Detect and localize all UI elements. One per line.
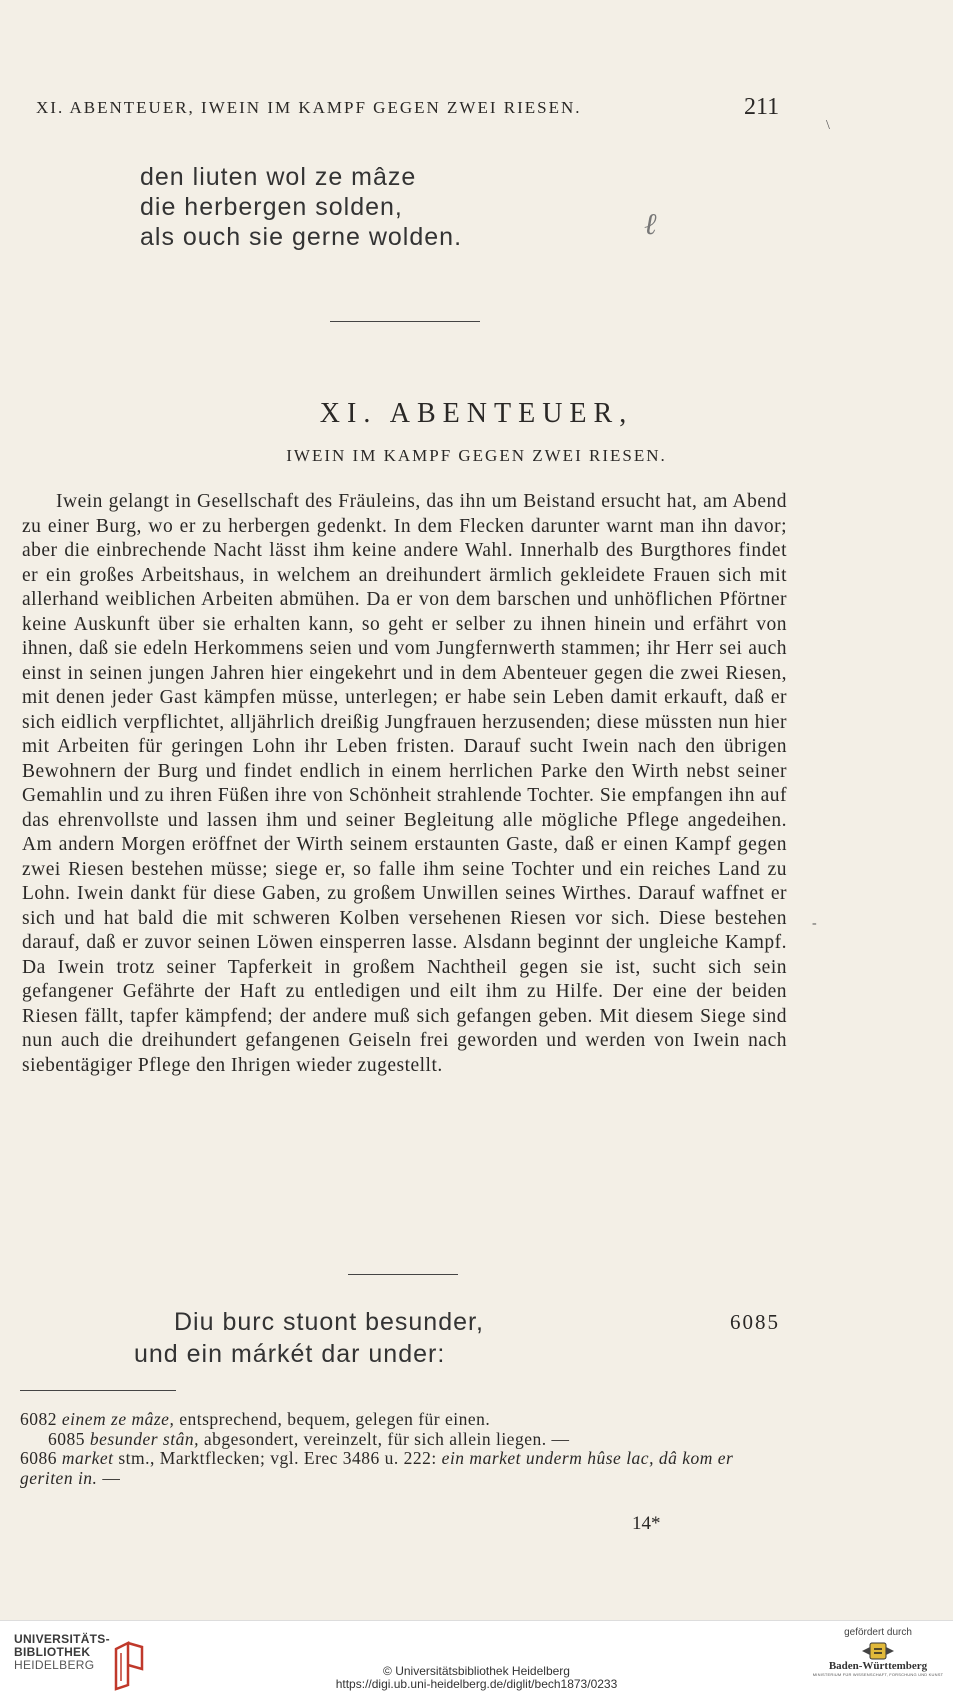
footnote-term: market (61, 1448, 114, 1468)
footnote-text: stm., Marktflecken; vgl. Erec 3486 u. 222: (118, 1448, 437, 1468)
footnote-term: besunder stân, (89, 1428, 199, 1449)
verse-block-top (140, 162, 462, 252)
footnote-number: 6082 (20, 1409, 57, 1429)
page-number: 211 (744, 94, 780, 120)
funder-logo[interactable] (808, 1627, 948, 1677)
verse-line: Diu burc stuont besunder, (174, 1308, 484, 1336)
signature-mark: 14* (632, 1513, 661, 1534)
verse-line: die herbergen solden, (140, 193, 403, 221)
copyright-text: © Universitätsbibliothek Heidelberg (383, 1664, 570, 1678)
verse-block-bottom (134, 1306, 484, 1370)
footnote-tail: — (102, 1467, 121, 1488)
section-divider (348, 1274, 458, 1275)
footnote-number: 6085 (48, 1428, 85, 1449)
margin-dash-mark: - (812, 916, 817, 931)
margin-tick-mark: \ (826, 118, 830, 133)
footnote-quote: ein market underm hûse lac, dâ kom er geriten in. (20, 1448, 734, 1488)
permalink[interactable]: https://digi.ub.uni-heidelberg.de/diglit/bech1873/0233 (335, 1677, 618, 1691)
library-logo-line: BIBLIOTHEK (14, 1645, 91, 1659)
footnote-text: abgesondert, vereinzelt, für sich allein liegen. — (203, 1428, 570, 1449)
section-divider (330, 321, 480, 322)
library-logo-line: HEIDELBERG (14, 1658, 95, 1672)
verse-line: den liuten wol ze mâze (140, 163, 417, 191)
footnote-divider (20, 1390, 176, 1391)
footnote (20, 1430, 790, 1450)
library-logo-line: UNIVERSITÄTS- (14, 1632, 110, 1646)
footnote (20, 1410, 790, 1430)
footnote-number: 6086 (20, 1448, 57, 1468)
handwritten-mark: ℓ (644, 208, 657, 241)
footnote (20, 1449, 790, 1488)
footnote-term: einem ze mâze, (61, 1409, 175, 1429)
state-crest-icon (860, 1641, 896, 1661)
verse-line-number: 6085 (730, 1310, 780, 1334)
verse-line: und ein márkét dar under: (134, 1340, 446, 1368)
verse-line: als ouch sie gerne wolden. (140, 223, 463, 251)
chapter-title: XI. ABENTEUER, (319, 398, 634, 429)
footnote-text: entsprechend, bequem, gelegen für einen. (179, 1409, 491, 1429)
ministry-name: MINISTERIUM FÜR WISSENSCHAFT, FORSCHUNG UND KUNST (812, 1672, 944, 1677)
digitization-footer (0, 1620, 953, 1694)
running-head: XI. ABENTEUER, IWEIN IM KAMPF GEGEN ZWEI RIESEN. (36, 98, 582, 117)
funded-by-label: gefördert durch (844, 1627, 912, 1638)
chapter-summary: Iwein gelangt in Gesellschaft des Fräuleins, das ihn um Beistand ersucht hat, am Abend zu einer Burg, wo er zu herbergen gedenkt. In dem Flecken darunter warnt man ihn davor; aber die einbrechende Nacht lässt ihm keine andere Wahl. Innerhalb des Burgthores findet er ein großes Arbeitshaus, in welchem an dreihundert ärmlich gekleidete Frauen sich mit allerhand weiblichen Arbeiten abmühen. Da er von dem barschen und unhöflichen Pförtner keine Auskunft über sie erhalten kann, so geht er selber zu ihnen hinein und erfährt von ihnen, daß sie edeln Herkommens seien und vom Jungfernwerth stammen; ihr Herr sei auch einst in seinen jungen Jahren hier eingekehrt und in dem Abenteuer gegen die zwei Riesen, mit denen jeder Gast kämpfen müsse, unterlegen; er habe sein Leben damit erkauft, daß er sich eidlich verpflichtet, alljährlich dreißig Jungfrauen herzusenden; diese müssten nun hier mit Arbeiten für geringen Lohn ihr Leben fristen. Darauf sucht Iwein nach den übrigen Bewohnern der Burg und findet endlich in einem herrlichen Parke den Wirth nebst seiner Gemahlin und zu ihren Füßen ihre von Schönheit strahlende Tochter. Sie empfangen ihn auf das ehrenvollste und lassen ihm und seiner Begleitung alle mögliche Pflege angedeihen. Am andern Morgen eröffnet der Wirth seinem erstaunten Gaste, daß er einen Kampf gegen zwei Riesen bestehen müsse; siege er, so falle ihm seine Tochter und ein reiches Land zu Lohn. Iwein dankt für diese Gaben, zu großem Unwillen seines Wirthes. Darauf waffnet er sich und hat bald die mit schweren Kolben versehenen Riesen vor sich. Diese bestehen darauf, daß er zuvor seinen Löwen einsperren lasse. Alsdann beginnt der ungleiche Kampf. Da Iwein trotz seiner Tapferkeit in großem Nachtheil gegen sie ist, sucht sich sein gefangener Gefährte der Haft zu entledigen und eilt ihm zu Hilfe. Der eine der beiden Riesen fällt, tapfer kämpfend; der andere muß sich gefangen geben. Mit diesem Siege sind nun auch die dreihundert gefangenen Geiseln frei geworden und werden von Iwein nach siebentägiger Pflege den Ihrigen wieder zugestellt. (22, 491, 787, 1076)
chapter-subtitle: IWEIN IM KAMPF GEGEN ZWEI RIESEN. (286, 446, 667, 465)
state-name: Baden-Württemberg (828, 1660, 928, 1672)
footnotes (20, 1410, 790, 1488)
